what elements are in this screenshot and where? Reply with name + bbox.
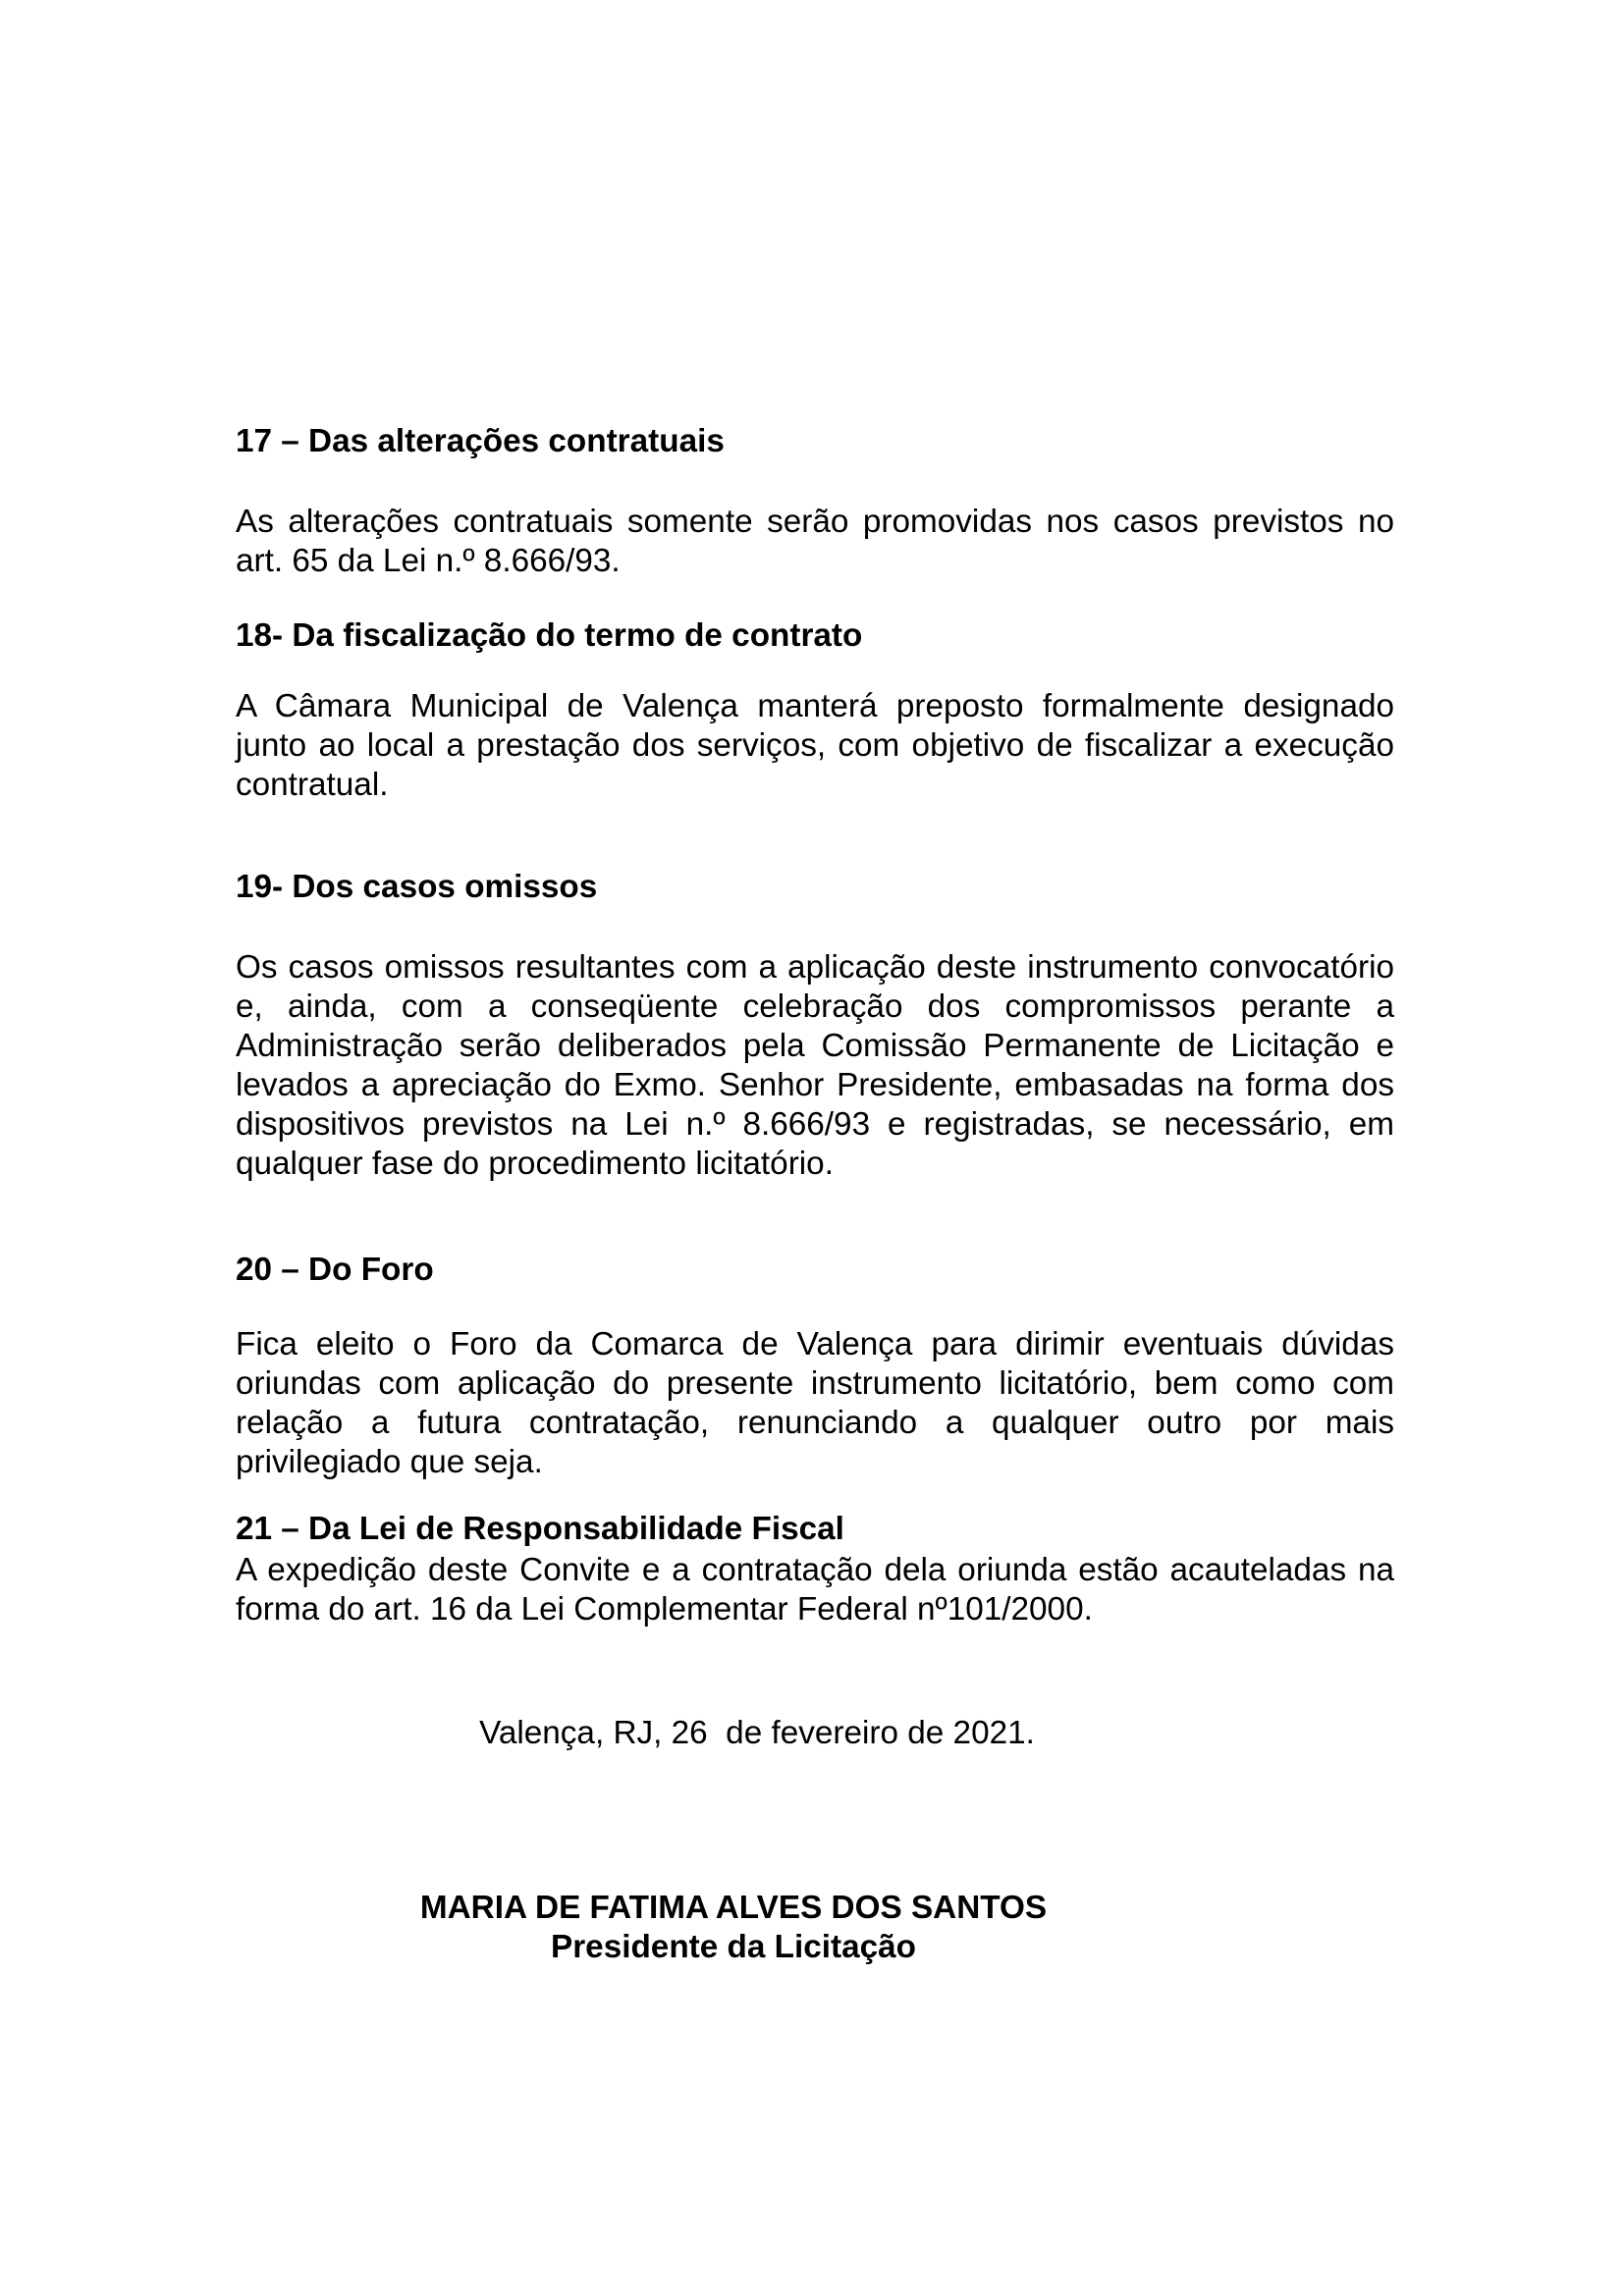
section-19-heading: 19- Dos casos omissos [236, 869, 598, 905]
document-content [236, 0, 1394, 1967]
section-21 [236, 1510, 1394, 1629]
section-21-heading: 21 – Da Lei de Responsabilidade Fiscal [236, 1511, 844, 1547]
section-18 [236, 616, 1394, 805]
section-19-body: Os casos omissos resultantes com a aplicação deste instrumento convocatório e, ainda, com a conseqüente celebração dos compromissos perante a Administração serão deliberados pela Comissão Permanente de Licitação e levados a apreciação do Exmo. Senhor Presidente, embasadas na forma dos dispositivos previstos na Lei n.º 8.666/93 e registradas, se necessário, em qualquer fase do procedimento licitatório. [236, 949, 1394, 1182]
section-18-body: A Câmara Municipal de Valença manterá preposto formalmente designado junto ao local a prestação dos serviços, com objetivo de fiscalizar a execução contratual. [236, 688, 1394, 803]
section-19 [236, 868, 1394, 1184]
section-20-body: Fica eleito o Foro da Comarca de Valença para dirimir eventuais dúvidas oriundas com aplicação do presente instrumento licitatório, bem como com relação a futura contratação, renunciando a qualquer outro por mais privilegiado que seja. [236, 1326, 1394, 1480]
section-17-body: As alterações contratuais somente serão promovidas nos casos previstos no art. 65 da Lei n.º 8.666/93. [236, 504, 1394, 579]
signature-name: MARIA DE FATIMA ALVES DOS SANTOS [419, 1890, 1048, 1926]
section-20 [236, 1251, 1394, 1482]
section-21-body: A expedição deste Convite e a contratação dela oriunda estão acauteladas na forma do art. 16 da Lei Complementar Federal nº101/2000. [236, 1552, 1394, 1628]
section-17-heading: 17 – Das alterações contratuais [236, 423, 725, 459]
signature-block [236, 1889, 1394, 1967]
dateline: Valença, RJ, 26 de fevereiro de 2021. [479, 1715, 1035, 1751]
section-18-heading: 18- Da fiscalização do termo de contrato [236, 617, 863, 654]
signature-title: Presidente da Licitação [551, 1929, 916, 1965]
section-20-heading: 20 – Do Foro [236, 1252, 434, 1288]
section-17 [236, 422, 1394, 581]
